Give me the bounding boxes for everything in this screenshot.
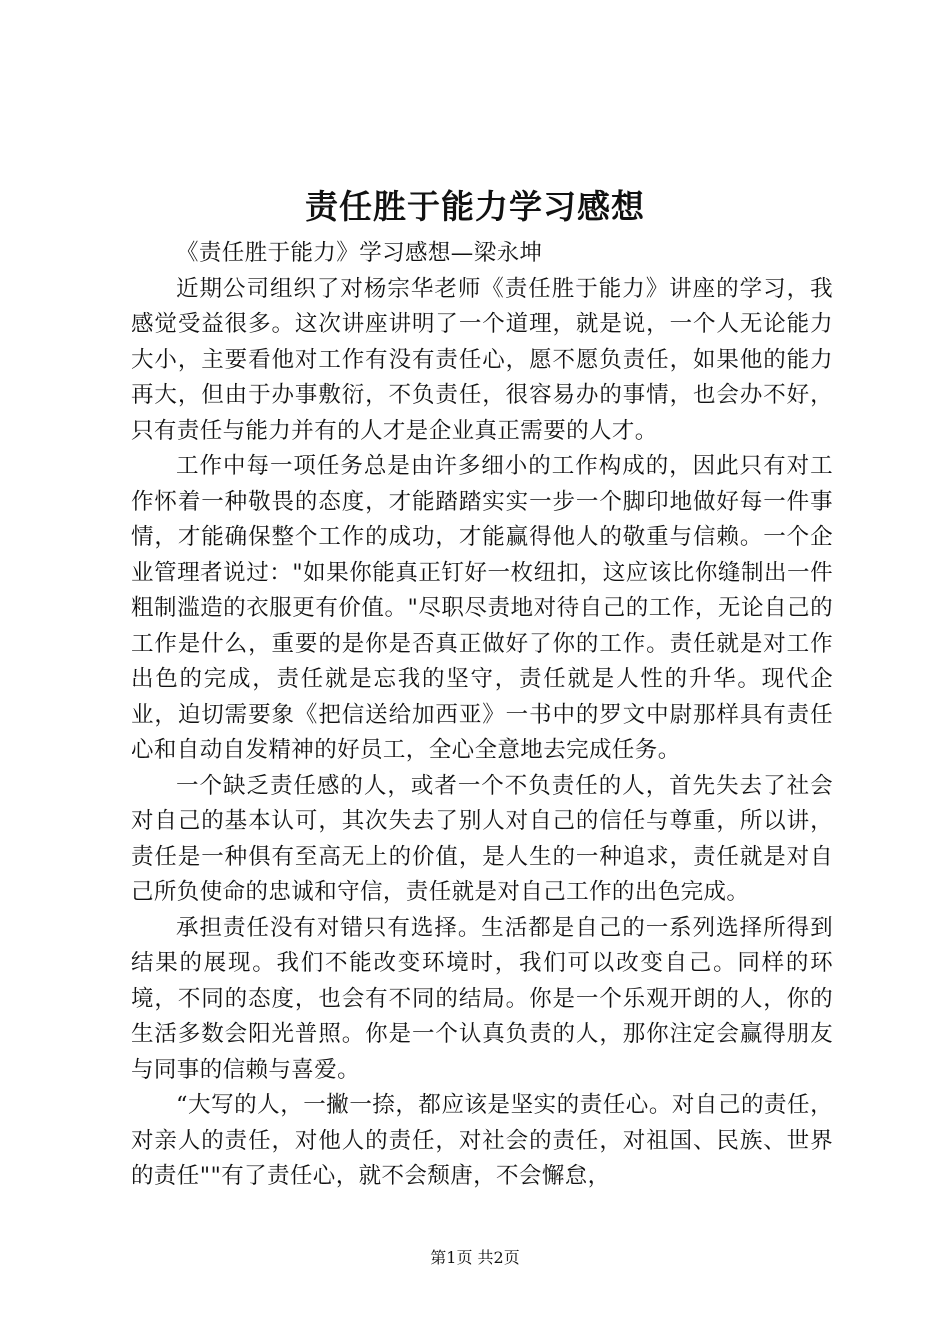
paragraph-3: 一个缺乏责任感的人，或者一个不负责任的人，首先失去了社会对自己的基本认可，其次失去了别人对自己的信任与尊重，所以讲，责任是一种俱有至高无上的价值，是人生的一种追求，责任就是对自己所负使命的忠诚和守信，责任就是对自己工作的出色完成。 — [131, 772, 833, 905]
document-title: 责任胜于能力学习感想 — [305, 187, 645, 226]
page-footer: 第1页 共2页 — [430, 1248, 520, 1267]
paragraph-5: “大写的人，一撇一捺，都应该是坚实的责任心。对自己的责任，对亲人的责任，对他人的责任，对社会的责任，对祖国、民族、世界的责任""有了责任心，就不会颓唐，不会懈怠， — [131, 1092, 833, 1189]
paragraph-4: 承担责任没有对错只有选择。生活都是自己的一系列选择所得到结果的展现。我们不能改变环境时，我们可以改变自己。同样的环境，不同的态度，也会有不同的结局。你是一个乐观开朗的人，你的生活多数会阳光普照。你是一个认真负责的人，那你注定会赢得朋友与同事的信赖与喜爱。 — [131, 914, 833, 1083]
document-body — [131, 236, 833, 1195]
document-subtitle: 《责任胜于能力》学习感想—梁永坤 — [176, 240, 543, 266]
paragraph-2: 工作中每一项任务总是由许多细小的工作构成的，因此只有对工作怀着一种敬畏的态度，才能踏踏实实一步一个脚印地做好每一件事情，才能确保整个工作的成功，才能赢得他人的敬重与信赖。一个企业管理者说过："如果你能真正钉好一枚纽扣，这应该比你缝制出一件粗制滥造的衣服更有价值。"尽职尽责地对待自己的工作，无论自己的工作是什么，重要的是你是否真正做好了你的工作。责任就是对工作出色的完成，责任就是忘我的坚守，责任就是人性的升华。现代企业，迫切需要象《把信送给加西亚》一书中的罗文中尉那样具有责任心和自动自发精神的好员工，全心全意地去完成任务。 — [131, 453, 833, 763]
paragraph-1: 近期公司组织了对杨宗华老师《责任胜于能力》讲座的学习，我感觉受益很多。这次讲座讲明了一个道理，就是说，一个人无论能力大小，主要看他对工作有没有责任心，愿不愿负责任，如果他的能力再大，但由于办事敷衍，不负责任，很容易办的事情，也会办不好，只有责任与能力并有的人才是企业真正需要的人才。 — [131, 275, 833, 444]
